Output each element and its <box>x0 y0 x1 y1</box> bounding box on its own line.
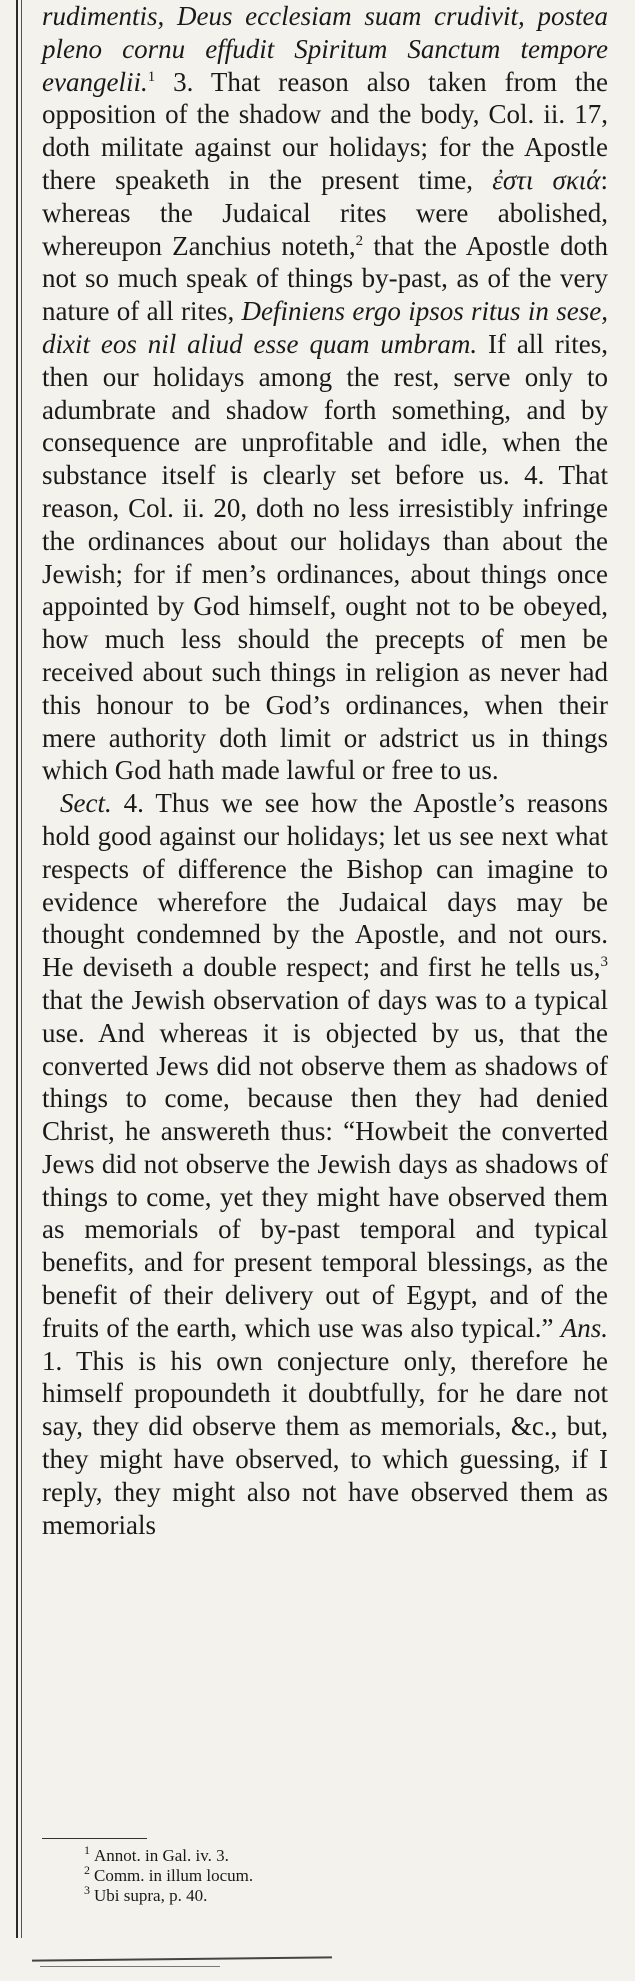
footnote-item <box>42 1863 608 1886</box>
left-margin-rule <box>16 0 18 1938</box>
footnote-text: Ubi supra, p. 40. <box>94 1886 208 1905</box>
footnote-number: 1 <box>84 1843 90 1858</box>
text-run: : whereas the Judaical rites were abolished, whereupon Zanchius noteth, <box>42 164 608 261</box>
footnotes <box>42 1843 608 1906</box>
footnote-separator <box>42 1838 147 1839</box>
footnote-text: Comm. in illum locum. <box>94 1866 254 1885</box>
text-run: that the Jewish observation of days was to a typical use. And whereas it is objected by us, that the converted Jews did not observe them as shadows of things to come, because then they had denied Christ, he answereth thus: “Howbeit the converted Jews did not observe the Jewish days as shadows of things to come, yet they might have observed them as memorials of by-past temporal and typical benefits, and for present temporal blessings, as the benefit of their delivery out of Egypt, and of the fruits of the earth, which use was also typical.” <box>42 984 608 1343</box>
bottom-page-rule-2 <box>40 1966 220 1967</box>
bottom-page-rule <box>32 1956 332 1961</box>
left-margin-rule-inner <box>21 0 22 1938</box>
footnote-ref-1[interactable]: 1 <box>147 68 156 85</box>
text-run: that the Apostle doth not so much speak of things by-past, as of the very nature of all rites, <box>42 230 608 327</box>
paragraph-1 <box>42 0 608 787</box>
footnote-item <box>42 1843 608 1866</box>
text-run: 3. That reason also taken from the opposition of the shadow and the body, Col. ii. 17, doth militate against our holidays; for the Apostle there speaketh in the present time, <box>42 66 608 195</box>
latin-quote-2: Definiens ergo ipsos ritus in sese, dixit eos nil aliud esse quam umbram. <box>42 296 608 359</box>
greek-quote: ἐστι σκιά <box>492 164 601 195</box>
text-run: 1. This is his own conjecture only, therefore he himself propoundeth it doubtfully, for he dare not say, they did observe them as memorials, &c., but, they might have observed, to which guessing, if I reply, they might also not have observed them as memorials <box>42 1345 608 1540</box>
footnote-item <box>42 1883 608 1906</box>
footnote-ref-3[interactable]: 3 <box>600 954 608 971</box>
text-run: If all rites, then our holidays among the rest, serve only to adumbrate and shadow forth something, and by consequence are unprofitable and idle, when the substance itself is clearly set before us. 4. That reason, Col. ii. 20, doth no less irresistibly infringe the ordinances about our holidays than about the Jewish; for if men’s ordinances, about things once appointed by God himself, ought not to be obeyed, how much less should the precepts of men be received about such things in religion as never had this honour to be God’s ordinances, when their mere authority doth limit or adstrict us in things which God hath made lawful or free to us. <box>42 328 608 786</box>
latin-quote-1: rudimentis, Deus ecclesiam suam crudivit, postea pleno cornu effudit Spiritum Sanctum tempore evangelii. <box>42 1 608 97</box>
text-run: 4. Thus we see how the Apostle’s reasons hold good against our holidays; let us see next what respects of difference the Bishop can imagine to evidence wherefore the Judaical days may be thought condemned by the Apostle, and not ours. He deviseth a double respect; and first he tells us, <box>42 788 608 983</box>
answer-label: Ans. <box>560 1312 608 1343</box>
page-body <box>42 0 608 1541</box>
paragraph-2 <box>42 787 608 1541</box>
footnote-ref-2[interactable]: 2 <box>355 232 364 249</box>
footnote-number: 2 <box>84 1863 90 1878</box>
footnote-text: Annot. in Gal. iv. 3. <box>94 1846 229 1865</box>
footnote-number: 3 <box>84 1883 90 1898</box>
section-label: Sect. <box>60 788 112 819</box>
